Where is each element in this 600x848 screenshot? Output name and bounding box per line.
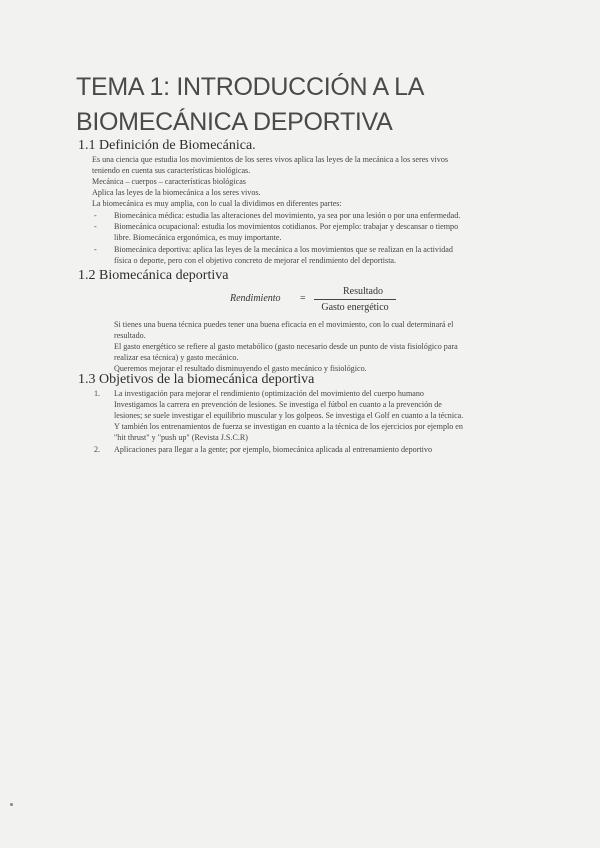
- paragraph-line: Es una ciencia que estudia los movimientos de los seres vivos aplica las leyes de la mecánica a los seres vivos: [92, 155, 449, 164]
- paragraph-line: Si tienes una buena técnica puedes tener una buena eficacia en el movimiento, con lo cual determinará el: [114, 320, 454, 329]
- paragraph-line: Aplica las leyes de la biomecánica a los seres vivos.: [92, 188, 261, 197]
- list-item-line: "hit thrust" y "push up" (Revista J.S.C.R): [114, 433, 248, 442]
- fraction-bar: [314, 299, 396, 300]
- bullet-dash: -: [94, 222, 97, 231]
- bullet-text-continued: física o deporte, pero con el objetivo concreto de mejorar el rendimiento del deportista.: [114, 256, 397, 265]
- list-number: 1.: [94, 389, 101, 398]
- list-number: 2.: [94, 445, 101, 454]
- section-heading-objetivos: 1.3 Objetivos de la biomecánica deportiva: [78, 372, 315, 387]
- title-line-1: TEMA 1: INTRODUCCIÓN A LA: [76, 73, 425, 101]
- scan-speck: [10, 803, 13, 806]
- rendimiento-formula: [230, 286, 400, 316]
- formula-denominator: Gasto energético: [321, 302, 389, 313]
- formula-equals: =: [300, 293, 306, 304]
- section-heading-definicion: 1.1 Definición de Biomecánica.: [78, 138, 256, 153]
- page-title: [76, 70, 536, 140]
- bullet-text: Biomecánica ocupacional: estudia los movimientos cotidianos. Por ejemplo: trabajar y descansar o tiempo: [114, 222, 459, 231]
- paragraph-line: realizar esa técnica) y gasto mecánico.: [114, 353, 239, 362]
- list-item-line: Investigamos la carrera en prevención de lesiones. Se investiga el fútbol en cuanto a la prevención de: [114, 400, 442, 409]
- bullet-text-continued: libre. Biomecánica ergonómica, es muy importante.: [114, 233, 282, 242]
- list-item-line: La investigación para mejorar el rendimiento (optimización del movimiento del cuerpo humano: [114, 389, 424, 398]
- paragraph-line: Queremos mejorar el resultado disminuyendo el gasto mecánico y fisiológico.: [114, 364, 367, 373]
- bullet-text: Biomecánica médica: estudia las alteraciones del movimiento, ya sea por una lesión o por una enfermedad.: [114, 211, 461, 220]
- formula-numerator: Resultado: [343, 286, 383, 297]
- bullet-dash: -: [94, 211, 97, 220]
- paragraph-line: Mecánica – cuerpos – características biológicas: [92, 177, 246, 186]
- formula-lhs: Rendimiento: [230, 293, 281, 304]
- paragraph-line: El gasto energético se refiere al gasto metabólico (gasto necesario desde un punto de vista fisiológico para: [114, 342, 458, 351]
- paragraph-line: La biomecánica es muy amplia, con lo cual la dividimos en diferentes partes:: [92, 199, 342, 208]
- section-heading-biomecanica-deportiva: 1.2 Biomecánica deportiva: [78, 268, 229, 283]
- bullet-dash: -: [94, 245, 97, 254]
- paragraph-line: resultado.: [114, 331, 146, 340]
- paragraph-line: teniendo en cuenta sus características biológicas.: [92, 166, 251, 175]
- list-item-line: Aplicaciones para llegar a la gente; por ejemplo, biomecánica aplicada al entrenamiento deportivo: [114, 445, 432, 454]
- list-item-line: lesiones; se suele investigar el equilibrio muscular y los golpeos. Se investiga el Golf en cuanto a la técnica.: [114, 411, 464, 420]
- title-line-2: BIOMECÁNICA DEPORTIVA: [76, 108, 393, 136]
- list-item-line: Y también los entrenamientos de fuerza se investigan en cuanto a la técnica de los ejercicios por ejemplo en: [114, 422, 463, 431]
- bullet-text: Biomecánica deportiva: aplica las leyes de la mecánica a los movimientos que se realizan en la actividad: [114, 245, 453, 254]
